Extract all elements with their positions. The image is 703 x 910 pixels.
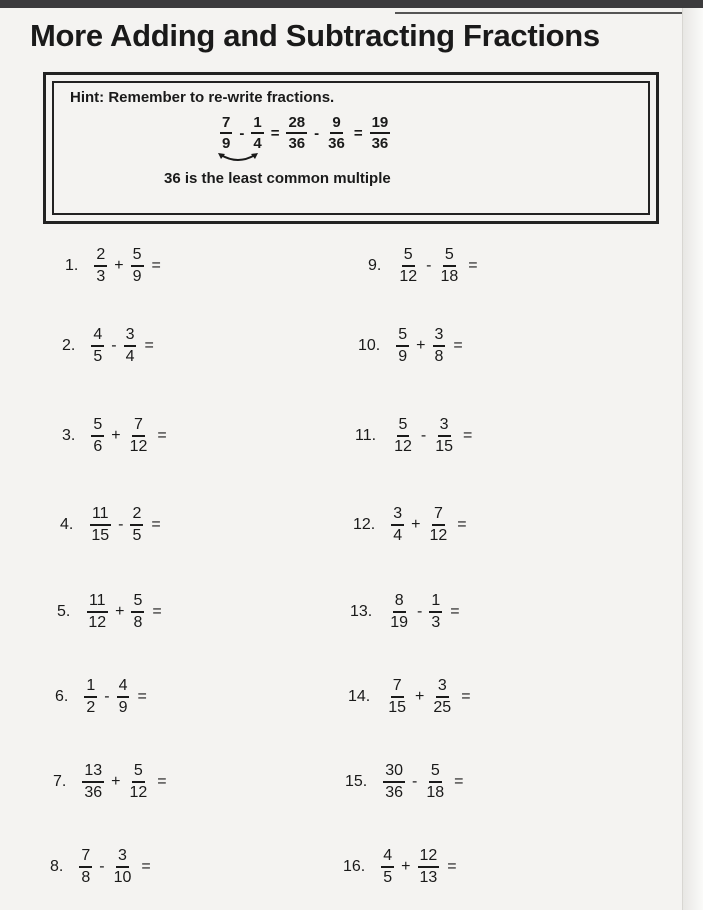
denominator: 8: [133, 614, 143, 631]
denominator: 5: [132, 527, 142, 544]
denominator: 36: [371, 135, 389, 152]
numerator: 9: [330, 115, 342, 134]
numerator: 5: [397, 417, 410, 437]
fraction-first: [386, 678, 408, 716]
denominator: 6: [93, 438, 103, 455]
denominator: 13: [419, 869, 438, 886]
denominator: 18: [440, 268, 459, 285]
numerator: 1: [429, 593, 442, 613]
fraction-second: [117, 678, 130, 716]
fraction-second: [131, 593, 144, 631]
problem-1: [65, 242, 161, 290]
hint-fraction-result: [370, 115, 391, 151]
numerator: 5: [132, 763, 145, 783]
denominator: 12: [129, 438, 148, 455]
hint-note: 36 is the least common multiple: [164, 170, 391, 187]
problem-number: 11.: [355, 427, 377, 444]
hint-fraction-b: [251, 115, 263, 151]
equals-sign: =: [157, 427, 167, 444]
denominator: 12: [129, 784, 148, 801]
numerator: 30: [383, 763, 405, 783]
denominator: 5: [383, 869, 393, 886]
equals-sign: =: [450, 603, 460, 620]
denominator: 12: [399, 268, 418, 285]
fraction-second: [418, 848, 440, 886]
operator: -: [104, 688, 110, 705]
numerator: 2: [130, 506, 143, 526]
fraction-second: [124, 327, 137, 365]
problem-number: 2.: [62, 337, 76, 354]
fraction-second: [424, 763, 446, 801]
operator: +: [111, 773, 121, 790]
equals-sign: =: [454, 773, 464, 790]
denominator: 15: [435, 438, 453, 455]
problem-7: [53, 758, 167, 806]
equals-sign: =: [447, 858, 457, 875]
numerator: 28: [286, 115, 307, 134]
hint-example: [216, 109, 394, 157]
numerator: 11: [87, 593, 108, 613]
fraction-second: [428, 506, 450, 544]
denominator: 18: [426, 784, 445, 801]
equals-sign: =: [353, 124, 363, 142]
denominator: 36: [288, 135, 306, 152]
denominator: 8: [434, 348, 444, 365]
fraction-second: [433, 417, 455, 455]
hint-box: [43, 72, 659, 224]
operator: -: [111, 337, 117, 354]
denominator: 3: [431, 614, 441, 631]
denominator: 36: [84, 784, 103, 801]
operator: +: [401, 858, 411, 875]
problem-number: 12.: [353, 516, 376, 533]
problem-number: 5.: [57, 603, 71, 620]
equals-sign: =: [461, 688, 471, 705]
numerator: 11: [90, 506, 111, 526]
fraction-first: [388, 593, 410, 631]
fraction-first: [82, 763, 104, 801]
numerator: 4: [91, 327, 104, 347]
numerator: 19: [370, 115, 391, 134]
header-rule: [395, 12, 683, 14]
problem-2: [62, 322, 154, 370]
fraction-first: [391, 506, 404, 544]
denominator: 9: [132, 268, 142, 285]
fraction-first: [392, 417, 414, 455]
fraction-second: [128, 417, 150, 455]
denominator: 36: [385, 784, 404, 801]
problem-number: 9.: [368, 257, 382, 274]
problem-number: 15.: [345, 773, 368, 790]
numerator: 5: [402, 247, 415, 267]
denominator: 12: [394, 438, 412, 455]
equals-sign: =: [137, 688, 147, 705]
denominator: 9: [398, 348, 408, 365]
denominator: 4: [125, 348, 135, 365]
problem-number: 1.: [65, 257, 79, 274]
fraction-first: [383, 763, 405, 801]
problem-14: [348, 673, 471, 721]
problem-13: [350, 588, 460, 636]
problem-number: 13.: [350, 603, 373, 620]
operator: -: [239, 124, 245, 142]
equals-sign: =: [151, 257, 161, 274]
problem-number: 14.: [348, 688, 371, 705]
denominator: 15: [91, 527, 110, 544]
top-edge-bar: [0, 0, 703, 8]
numerator: 5: [131, 593, 144, 613]
operator: +: [111, 427, 121, 444]
fraction-second: [438, 247, 460, 285]
operator: -: [412, 773, 418, 790]
denominator: 12: [88, 614, 107, 631]
fraction-first: [381, 848, 394, 886]
operator: -: [417, 603, 423, 620]
denominator: 4: [253, 135, 262, 152]
numerator: 5: [131, 247, 144, 267]
numerator: 7: [432, 506, 445, 526]
fraction-first: [397, 247, 419, 285]
equals-sign: =: [152, 603, 162, 620]
numerator: 13: [82, 763, 104, 783]
denominator: 4: [393, 527, 403, 544]
equals-sign: =: [462, 427, 473, 444]
problem-16: [343, 843, 457, 891]
denominator: 25: [433, 699, 452, 716]
denominator: 9: [118, 699, 128, 716]
numerator: 5: [396, 327, 409, 347]
fraction-first: [91, 327, 104, 365]
denominator: 8: [81, 869, 91, 886]
operator: -: [426, 257, 432, 274]
equals-sign: =: [157, 773, 167, 790]
equals-sign: =: [141, 858, 151, 875]
problem-4: [60, 501, 161, 549]
fraction-second: [429, 593, 442, 631]
numerator: 7: [220, 115, 232, 134]
fraction-first: [79, 848, 92, 886]
equals-sign: =: [270, 124, 280, 142]
denominator: 15: [388, 699, 407, 716]
numerator: 3: [391, 506, 404, 526]
fraction-second: [433, 327, 446, 365]
fraction-first: [86, 593, 108, 631]
operator: -: [314, 124, 320, 142]
fraction-second: [112, 848, 134, 886]
page-right-edge: [682, 8, 703, 910]
hint-text: Hint: Remember to re-write fractions.: [70, 89, 335, 106]
numerator: 3: [433, 327, 446, 347]
numerator: 1: [84, 678, 97, 698]
problem-number: 8.: [50, 858, 64, 875]
equals-sign: =: [457, 516, 467, 533]
operator: -: [118, 516, 124, 533]
problem-8: [50, 843, 151, 891]
denominator: 10: [113, 869, 132, 886]
problem-number: 4.: [60, 516, 74, 533]
denominator: 3: [96, 268, 106, 285]
operator: -: [99, 858, 105, 875]
equals-sign: =: [144, 337, 154, 354]
numerator: 5: [429, 763, 442, 783]
numerator: 12: [418, 848, 440, 868]
fraction-second: [127, 763, 149, 801]
problem-number: 7.: [53, 773, 67, 790]
numerator: 5: [91, 417, 104, 437]
fraction-second: [131, 247, 144, 285]
operator: +: [411, 516, 421, 533]
denominator: 12: [429, 527, 448, 544]
equals-sign: =: [453, 337, 463, 354]
operator: +: [115, 603, 125, 620]
problem-3: [62, 412, 167, 460]
operator: -: [420, 427, 427, 444]
equals-sign: =: [151, 516, 161, 533]
numerator: 7: [79, 848, 92, 868]
operator: +: [416, 337, 426, 354]
fraction-first: [89, 506, 111, 544]
fraction-second: [431, 678, 453, 716]
problem-15: [345, 758, 464, 806]
hint-fraction-d: [326, 115, 347, 151]
numerator: 7: [391, 678, 404, 698]
problem-number: 3.: [62, 427, 76, 444]
numerator: 7: [132, 417, 145, 437]
fraction-second: [130, 506, 143, 544]
denominator: 19: [390, 614, 409, 631]
numerator: 2: [94, 247, 107, 267]
problem-11: [355, 412, 472, 460]
problem-number: 10.: [358, 337, 381, 354]
numerator: 8: [393, 593, 406, 613]
problem-12: [353, 501, 467, 549]
denominator: 9: [222, 135, 231, 152]
fraction-first: [94, 247, 107, 285]
double-arrow-icon: [216, 151, 260, 165]
numerator: 3: [124, 327, 137, 347]
problem-6: [55, 673, 147, 721]
fraction-first: [91, 417, 104, 455]
operator: +: [415, 688, 425, 705]
fraction-first: [84, 678, 97, 716]
numerator: 5: [443, 247, 456, 267]
problem-10: [358, 322, 463, 370]
problem-5: [57, 588, 162, 636]
numerator: 3: [438, 417, 451, 437]
fraction-first: [396, 327, 409, 365]
numerator: 4: [117, 678, 130, 698]
numerator: 3: [116, 848, 129, 868]
numerator: 1: [251, 115, 263, 134]
numerator: 3: [436, 678, 449, 698]
problem-number: 6.: [55, 688, 69, 705]
denominator: 2: [86, 699, 96, 716]
hint-fraction-a: [220, 115, 232, 151]
problem-9: [368, 242, 478, 290]
denominator: 36: [328, 135, 345, 152]
equals-sign: =: [468, 257, 478, 274]
numerator: 4: [381, 848, 394, 868]
problem-number: 16.: [343, 858, 366, 875]
operator: +: [114, 257, 124, 274]
worksheet-title: More Adding and Subtracting Fractions: [30, 18, 600, 53]
hint-fraction-c: [286, 115, 307, 151]
denominator: 5: [93, 348, 103, 365]
